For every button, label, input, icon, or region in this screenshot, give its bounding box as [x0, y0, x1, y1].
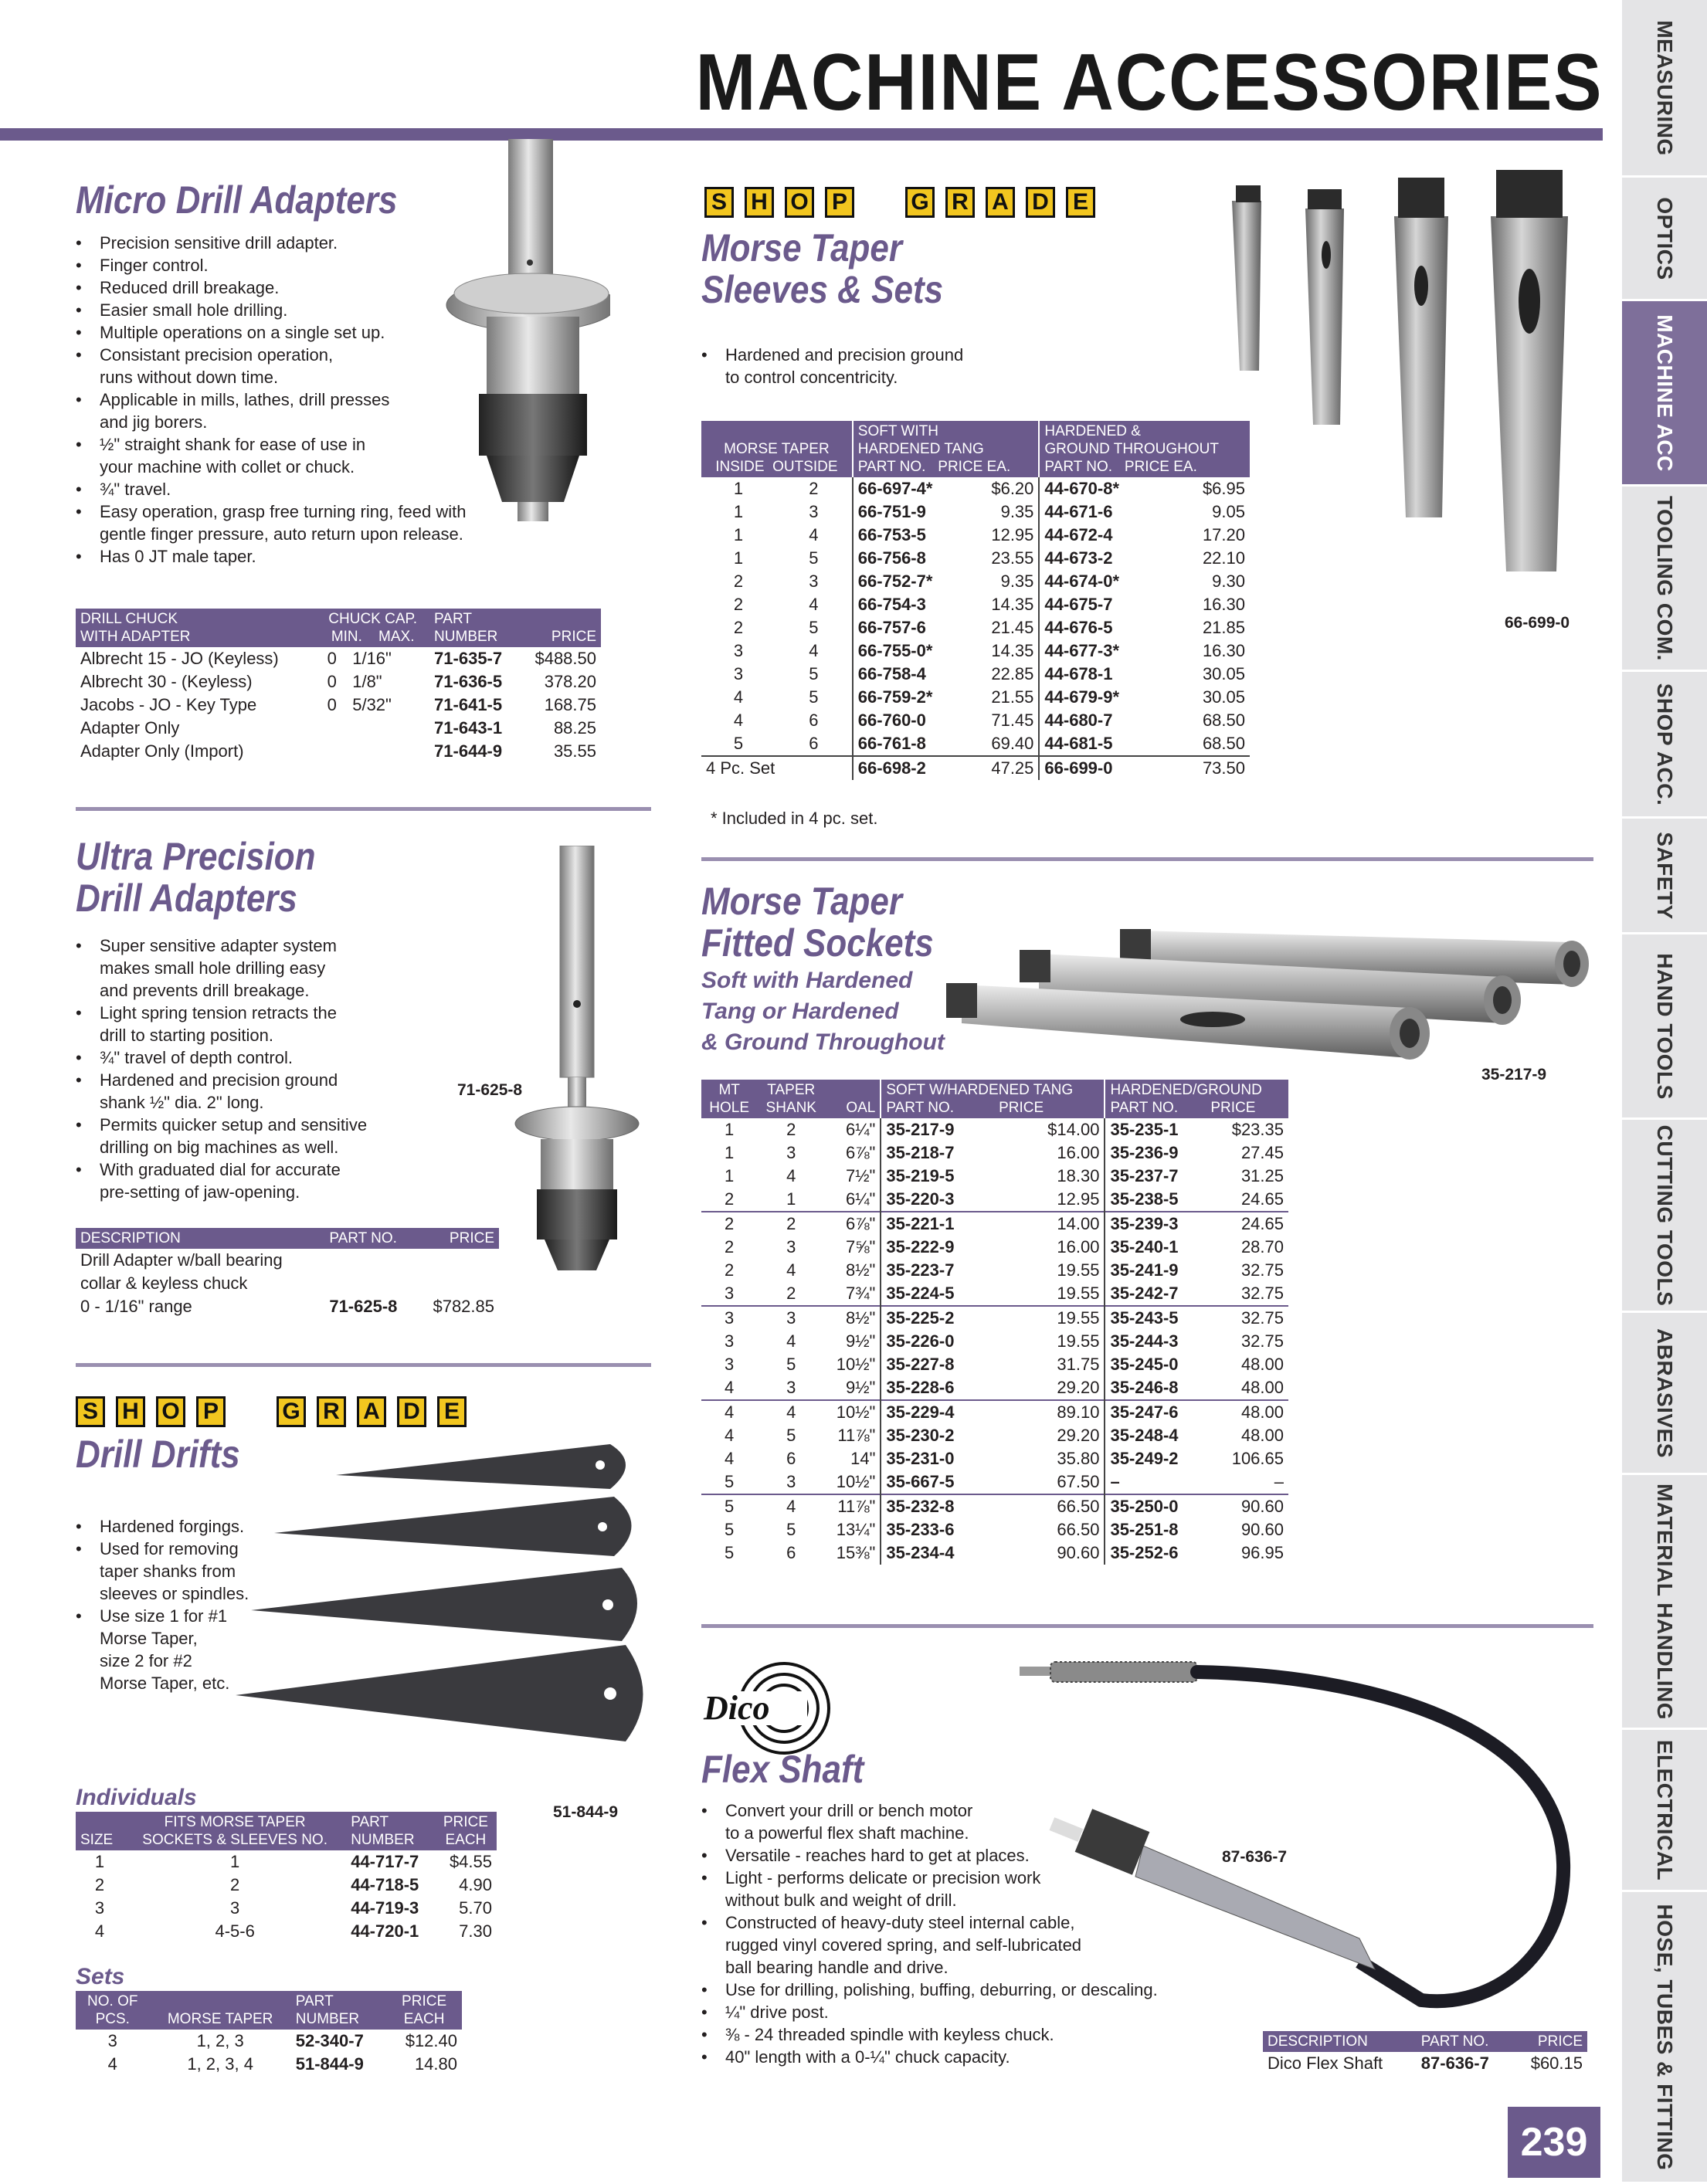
table-row: 4 4-5-6 44-720-1 7.30	[94, 1921, 492, 1941]
table-row: Drill Adapter w/ball bearing	[80, 1250, 283, 1270]
col-header: PRICE EACH	[386, 1991, 462, 2030]
table-row: 3 5 66-758-4 22.85 44-678-1 30.05	[701, 663, 1250, 686]
flex-shaft-image	[1020, 1645, 1591, 2031]
table-row: 2 2 6⅞" 35-221-1 14.00 35-239-3 24.65	[701, 1212, 1288, 1236]
col-header: PART NO.	[1417, 2031, 1512, 2052]
individuals-heading: Individuals	[76, 1785, 197, 1810]
table-row: 3 1, 2, 3 52-340-7 $12.40	[107, 2031, 457, 2050]
list-item: • Light spring tension retracts the drill to starting position.	[76, 1002, 446, 1046]
col-header: PRICE EACH	[435, 1812, 497, 1850]
sets-table	[76, 1991, 462, 2076]
flex-image-label: 87-636-7	[1222, 1848, 1288, 1866]
list-item: • Hardened and precision ground shank ½" dia. 2" long.	[76, 1069, 446, 1114]
tab-measuring[interactable]: MEASURING	[1622, 0, 1707, 178]
col-header: PART NUMBER	[346, 1812, 435, 1850]
list-item: • Permits quicker setup and sensitive drilling on big machines as well.	[76, 1114, 446, 1158]
tab-hose-tubes-fitting[interactable]: HOSE, TUBES & FITTING	[1622, 1892, 1707, 2184]
sockets-table	[701, 1080, 1288, 1565]
table-row: Dico Flex Shaft 87-636-7 $60.15	[1268, 2053, 1583, 2073]
table-row: 3 4 9½" 35-226-0 19.55 35-244-3 32.75	[701, 1330, 1288, 1353]
table-row: 5 6 66-761-8 69.40 44-681-5 68.50	[701, 732, 1250, 756]
list-item: • Use size 1 for #1 Morse Taper, size 2 for #2 Morse Taper, etc.	[76, 1605, 307, 1694]
table-row: 3 5 10½" 35-227-8 31.75 35-245-0 48.00	[701, 1353, 1288, 1376]
col-header: SOFT WITH HARDENED TANG PART NO. PRICE EA.	[853, 421, 1040, 477]
tab-abrasives[interactable]: ABRASIVES	[1622, 1313, 1707, 1475]
col-header: FITS MORSE TAPER SOCKETS & SLEEVES NO.	[124, 1812, 346, 1850]
sockets-title-line2: Fitted Sockets	[701, 921, 934, 965]
morse-sockets-image	[946, 923, 1603, 1070]
col-header: MT HOLE	[701, 1080, 757, 1118]
list-item: • Versatile - reaches hard to get at places.	[701, 1844, 1242, 1867]
list-item: • ¼" drive post.	[701, 2001, 1242, 2023]
list-item: • Multiple operations on a single set up.	[76, 321, 508, 344]
sleeves-title-line2: Sleeves & Sets	[701, 268, 944, 311]
col-header: SIZE	[76, 1812, 124, 1850]
col-header: DESCRIPTION	[1263, 2031, 1417, 2052]
col-header: DESCRIPTION	[76, 1228, 324, 1249]
sockets-subtitle-line1: Soft with Hardened	[701, 968, 913, 993]
ultra-drill-adapter-image	[510, 846, 645, 1286]
col-header: PART NO.	[324, 1228, 416, 1249]
table-row: 2 4 66-754-3 14.35 44-675-7 16.30	[701, 593, 1250, 616]
list-item: • Applicable in mills, lathes, drill presses and jig borers.	[76, 388, 508, 433]
table-row: 4 3 9½" 35-228-6 29.20 35-246-8 48.00	[701, 1376, 1288, 1400]
table-row: Jacobs - JO - Key Type 0 5/32" 71-641-5 168.75	[80, 695, 596, 714]
list-item: • Convert your drill or bench motor to a powerful flex shaft machine.	[701, 1799, 1242, 1844]
ultra-table	[76, 1228, 499, 1318]
list-item: • Easy operation, grasp free turning ring, feed with gentle finger pressure, auto return upon release.	[76, 500, 508, 545]
section-divider	[701, 1624, 1593, 1628]
sets-heading: Sets	[76, 1964, 125, 1989]
ultra-title-line1: Ultra Precision	[76, 835, 316, 878]
table-row: 4 5 66-759-2* 21.55 44-679-9* 30.05	[701, 686, 1250, 709]
ultra-image-label: 71-625-8	[457, 1081, 523, 1099]
sleeves-bullets	[701, 344, 1072, 388]
list-item: • ¾" travel.	[76, 478, 508, 500]
list-item: • Light - performs delicate or precision work without bulk and weight of drill.	[701, 1867, 1242, 1911]
table-row: 4 1, 2, 3, 4 51-844-9 14.80	[107, 2054, 457, 2074]
sleeves-title-line1: Morse Taper	[701, 226, 903, 270]
section-divider	[76, 1363, 651, 1367]
list-item: • Constructed of heavy-duty steel internal cable, rugged vinyl covered spring, and self-lubricated ball bearing handle and drive.	[701, 1911, 1242, 1979]
table-row: 1 2 66-697-4* $6.20 44-670-8* $6.95	[701, 477, 1250, 500]
col-header: SOFT W/HARDENED TANG PART NO. PRICE	[881, 1080, 1105, 1118]
table-row: collar & keyless chuck	[80, 1273, 248, 1293]
tab-material-handling[interactable]: MATERIAL HANDLING	[1622, 1475, 1707, 1730]
sleeves-table	[701, 421, 1250, 780]
table-row: 3 3 8½" 35-225-2 19.55 35-243-5 32.75	[701, 1306, 1288, 1330]
list-item: • Consistant precision operation, runs without down time.	[76, 344, 508, 388]
list-item: • Hardened and precision ground to control concentricity.	[701, 344, 1072, 388]
sockets-subtitle-line3: & Ground Throughout	[701, 1029, 945, 1055]
drifts-image-label: 51-844-9	[553, 1803, 619, 1821]
col-header: PRICE	[416, 1228, 499, 1249]
list-item: • ⅜ - 24 threaded spindle with keyless chuck.	[701, 2023, 1242, 2046]
tab-shop-acc[interactable]: SHOP ACC.	[1622, 672, 1707, 819]
header-rule	[0, 128, 1603, 141]
shop-grade-badge: S H O P G R A D E	[704, 187, 1095, 218]
table-row: 5 3 10½" 35-667-5 67.50 – –	[701, 1470, 1288, 1494]
list-item: • Hardened forgings.	[76, 1515, 307, 1538]
col-header: MORSE TAPER INSIDE OUTSIDE	[701, 421, 853, 477]
table-row: 0 - 1/16" range 71-625-8 $782.85	[80, 1297, 494, 1316]
page-title: MACHINE ACCESSORIES	[695, 38, 1603, 127]
list-item: • Precision sensitive drill adapter.	[76, 232, 508, 254]
morse-sleeves-image	[1217, 162, 1603, 579]
col-header: DRILL CHUCK WITH ADAPTER	[76, 609, 316, 647]
drill-drifts-image	[228, 1429, 645, 1776]
sleeves-footnote: * Included in 4 pc. set.	[711, 809, 878, 828]
list-item: • Finger control.	[76, 254, 508, 276]
table-row: 1 5 66-756-8 23.55 44-673-2 22.10	[701, 547, 1250, 570]
table-row: 1 1 44-717-7 $4.55	[94, 1852, 492, 1871]
col-header: OAL	[825, 1080, 881, 1118]
col-header: HARDENED & GROUND THROUGHOUT PART NO. PRICE EA.	[1039, 421, 1250, 477]
table-row: 4 4 10½" 35-229-4 89.10 35-247-6 48.00	[701, 1400, 1288, 1424]
list-item: • Reduced drill breakage.	[76, 276, 508, 299]
table-row: 1 3 66-751-9 9.35 44-671-6 9.05	[701, 500, 1250, 524]
col-header: MORSE TAPER	[150, 1991, 291, 2030]
table-row: 2 3 7⅝" 35-222-9 16.00 35-240-1 28.70	[701, 1236, 1288, 1259]
table-row: 1 4 66-753-5 12.95 44-672-4 17.20	[701, 524, 1250, 547]
table-row: 5 5 13¼" 35-233-6 66.50 35-251-8 90.60	[701, 1518, 1288, 1541]
list-item: • Easier small hole drilling.	[76, 299, 508, 321]
tab-tooling-com[interactable]: TOOLING COM.	[1622, 487, 1707, 672]
tab-safety[interactable]: SAFETY	[1622, 819, 1707, 934]
flex-title: Flex Shaft	[701, 1748, 864, 1791]
tab-cutting-tools[interactable]: CUTTING TOOLS	[1622, 1120, 1707, 1313]
table-row: 1 4 7½" 35-219-5 18.30 35-237-7 31.25	[701, 1165, 1288, 1188]
shop-grade-badge: S H O P G R A D E	[76, 1396, 467, 1427]
table-row: 3 2 7¾" 35-224-5 19.55 35-242-7 32.75	[701, 1282, 1288, 1306]
sockets-image-label: 35-217-9	[1481, 1066, 1547, 1084]
list-item: • ½" straight shank for ease of use in your machine with collet or chuck.	[76, 433, 508, 478]
dico-logo-text: Dico	[704, 1689, 770, 1727]
table-row: Adapter Only (Import) 71-644-9 35.55	[80, 741, 596, 761]
col-header: PART NUMBER	[291, 1991, 386, 2030]
tab-machine-acc[interactable]: MACHINE ACC	[1622, 301, 1707, 487]
table-row: 4 5 11⅞" 35-230-2 29.20 35-248-4 48.00	[701, 1424, 1288, 1447]
sleeves-image-label: 66-699-0	[1505, 614, 1570, 632]
list-item: • Has 0 JT male taper.	[76, 545, 508, 568]
col-header: NO. OF PCS.	[76, 1991, 150, 2030]
sockets-title-line1: Morse Taper	[701, 880, 903, 923]
list-item: • 40" length with a 0-¼" chuck capacity.	[701, 2046, 1242, 2068]
individuals-table	[76, 1812, 497, 1943]
ultra-title-line2: Drill Adapters	[76, 877, 297, 920]
table-row: 1 2 6¼" 35-217-9 $14.00 35-235-1 $23.35	[701, 1118, 1288, 1141]
ultra-bullets	[76, 934, 446, 1203]
table-row: 2 4 8½" 35-223-7 19.55 35-241-9 32.75	[701, 1259, 1288, 1282]
col-header: HARDENED/GROUND PART NO. PRICE	[1105, 1080, 1288, 1118]
col-header: CHUCK CAP. MIN. MAX.	[316, 609, 429, 647]
col-header: TAPER SHANK	[757, 1080, 825, 1118]
list-item: • Super sensitive adapter system makes small hole drilling easy and prevents drill breakage.	[76, 934, 446, 1002]
section-divider	[76, 807, 651, 811]
table-row: 1 3 6⅞" 35-218-7 16.00 35-236-9 27.45	[701, 1141, 1288, 1165]
table-row: 4 Pc. Set 66-698-2 47.25 66-699-0 73.50	[701, 756, 1250, 780]
list-item: • Used for removing taper shanks from sleeves or spindles.	[76, 1538, 307, 1605]
sockets-subtitle-line2: Tang or Hardened	[701, 999, 899, 1024]
dico-logo	[699, 1660, 830, 1761]
table-row: 2 1 6¼" 35-220-3 12.95 35-238-5 24.65	[701, 1188, 1288, 1212]
list-item: • ¾" travel of depth control.	[76, 1046, 446, 1069]
table-row: Adapter Only 71-643-1 88.25	[80, 718, 596, 738]
micro-drill-adapter-image	[433, 139, 610, 541]
drifts-title: Drill Drifts	[76, 1433, 240, 1476]
table-row: 4 6 66-760-0 71.45 44-680-7 68.50	[701, 709, 1250, 732]
table-row: 5 4 11⅞" 35-232-8 66.50 35-250-0 90.60	[701, 1494, 1288, 1518]
col-header: PRICE	[1512, 2031, 1587, 2052]
section-sidebar	[1622, 0, 1707, 2184]
page-number: 239	[1508, 2107, 1600, 2178]
section-divider	[701, 857, 1593, 861]
col-header: PART NUMBER	[429, 609, 519, 647]
table-row: Albrecht 15 - JO (Keyless) 0 1/16" 71-635-7 $488.50	[80, 649, 596, 668]
flex-table	[1263, 2031, 1587, 2075]
table-row: Albrecht 30 - (Keyless) 0 1/8" 71-636-5 378.20	[80, 672, 596, 691]
table-row: 4 6 14" 35-231-0 35.80 35-249-2 106.65	[701, 1447, 1288, 1470]
tab-electrical[interactable]: ELECTRICAL	[1622, 1730, 1707, 1892]
table-row: 2 5 66-757-6 21.45 44-676-5 21.85	[701, 616, 1250, 639]
micro-table	[76, 609, 601, 763]
table-row: 2 2 44-718-5 4.90	[94, 1875, 492, 1894]
table-row: 5 6 15⅜" 35-234-4 90.60 35-252-6 96.95	[701, 1541, 1288, 1565]
micro-title: Micro Drill Adapters	[76, 178, 398, 222]
tab-optics[interactable]: OPTICS	[1622, 178, 1707, 301]
table-row: 3 4 66-755-0* 14.35 44-677-3* 16.30	[701, 639, 1250, 663]
table-row: 3 3 44-719-3 5.70	[94, 1898, 492, 1918]
list-item: • With graduated dial for accurate pre-setting of jaw-opening.	[76, 1158, 446, 1203]
list-item: • Use for drilling, polishing, buffing, deburring, or descaling.	[701, 1979, 1242, 2001]
col-header: PRICE	[519, 609, 601, 647]
table-row: 2 3 66-752-7* 9.35 44-674-0* 9.30	[701, 570, 1250, 593]
tab-hand-tools[interactable]: HAND TOOLS	[1622, 934, 1707, 1120]
